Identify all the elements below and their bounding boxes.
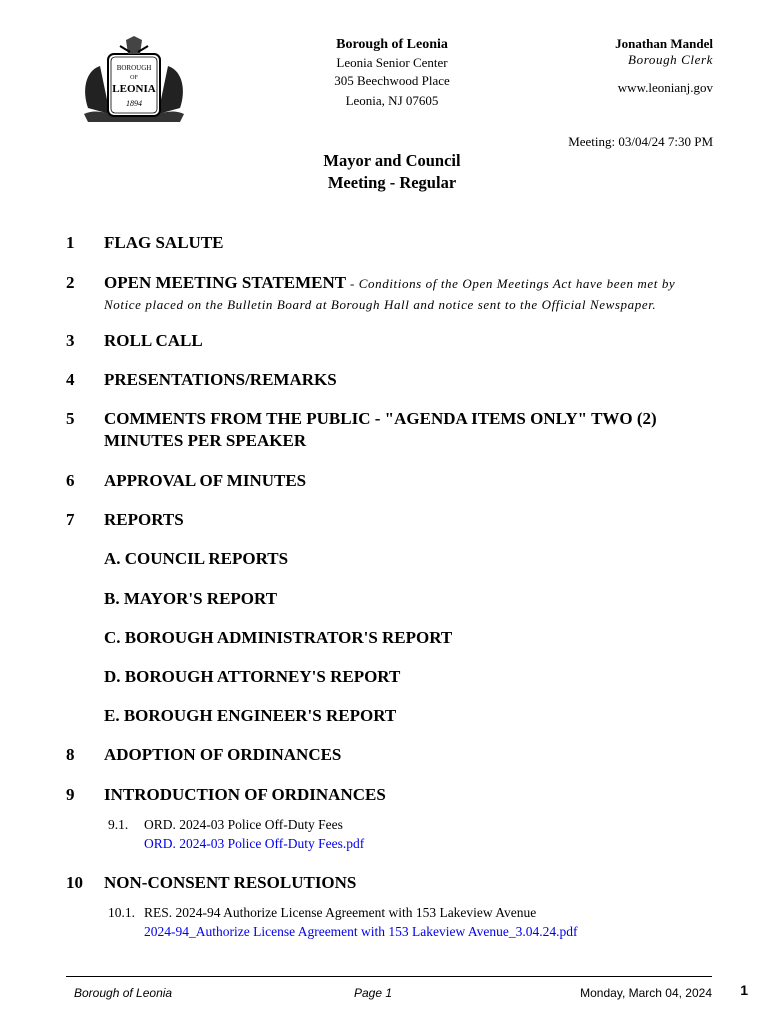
ordinance-pdf-link[interactable]: [144, 834, 364, 853]
item-number: 10: [66, 873, 83, 892]
item-description-cont: Notice placed on the Bulletin Board at Borough Hall and notice sent to the Official Newspaper.: [104, 297, 657, 312]
website-link[interactable]: www.leonianj.gov: [617, 80, 713, 95]
item-label-group: [104, 272, 675, 295]
item-number: 6: [66, 471, 75, 490]
clerk-title: Borough Clerk: [628, 52, 713, 67]
ordinance-title: ORD. 2024-03 Police Off-Duty Fees: [144, 817, 343, 832]
report-item: D. BOROUGH ATTORNEY'S REPORT: [104, 667, 401, 686]
report-item: E. BOROUGH ENGINEER'S REPORT: [104, 706, 397, 725]
item-description: - Conditions of the Open Meetings Act have been met by: [346, 276, 676, 291]
item-label: ROLL CALL: [104, 331, 203, 350]
header-clerk: [615, 36, 713, 96]
resolution-title: RES. 2024-94 Authorize License Agreement with 153 Lakeview Avenue: [144, 905, 537, 920]
svg-text:BOROUGH: BOROUGH: [116, 64, 152, 72]
resolution-pdf-link[interactable]: [144, 922, 578, 941]
svg-text:LEONIA: LEONIA: [112, 83, 156, 95]
borough-seal-logo: [80, 36, 188, 124]
item-label-cont: MINUTES PER SPEAKER: [104, 431, 307, 450]
item-number: 9: [66, 785, 75, 804]
title-line-1: Mayor and Council: [323, 151, 461, 170]
meeting-datetime: Meeting: 03/04/24 7:30 PM: [568, 134, 713, 149]
page-title: [290, 150, 494, 194]
resolution-number: 10.1.: [108, 905, 135, 920]
footer-page: Page 1: [354, 986, 393, 1000]
header-address: [300, 36, 484, 110]
venue: Leonia Senior Center: [336, 55, 448, 70]
ordinance-number: 9.1.: [108, 817, 129, 832]
street-address: 305 Beechwood Place: [334, 73, 450, 88]
title-line-2: Meeting - Regular: [327, 173, 457, 192]
item-label: OPEN MEETING STATEMENT: [104, 273, 347, 292]
item-label: REPORTS: [104, 510, 184, 529]
svg-text:OF: OF: [130, 75, 138, 81]
report-item: B. MAYOR'S REPORT: [104, 589, 278, 608]
item-number: 2: [66, 273, 75, 292]
item-label: ADOPTION OF ORDINANCES: [104, 745, 342, 764]
item-number: 4: [66, 370, 75, 389]
report-item: C. BOROUGH ADMINISTRATOR'S REPORT: [104, 628, 453, 647]
item-label: PRESENTATIONS/REMARKS: [104, 370, 337, 389]
clerk-name: Jonathan Mandel: [615, 36, 713, 51]
footer-date: Monday, March 04, 2024: [580, 986, 712, 1000]
item-label: NON-CONSENT RESOLUTIONS: [104, 873, 357, 892]
footer-org: Borough of Leonia: [74, 986, 173, 1000]
item-number: 3: [66, 331, 75, 350]
footer-divider: [66, 976, 712, 977]
item-number: 8: [66, 745, 75, 764]
item-number: 7: [66, 510, 75, 529]
item-number: 1: [66, 233, 75, 252]
link-text[interactable]: ORD. 2024-03 Police Off-Duty Fees.pdf: [144, 836, 365, 851]
org-name: Borough of Leonia: [336, 37, 448, 52]
item-label: COMMENTS FROM THE PUBLIC - "AGENDA ITEMS ONLY" TWO (2): [104, 409, 657, 428]
item-label: INTRODUCTION OF ORDINANCES: [104, 785, 386, 804]
link-text[interactable]: 2024-94_Authorize License Agreement with 153 Lakeview Avenue_3.04.24.pdf: [144, 924, 578, 939]
report-item: A. COUNCIL REPORTS: [104, 549, 289, 568]
page-number: 1: [740, 982, 748, 998]
item-number: 5: [66, 409, 75, 428]
city-address: Leonia, NJ 07605: [345, 93, 439, 108]
svg-text:1894: 1894: [126, 99, 142, 108]
item-label: APPROVAL OF MINUTES: [104, 471, 307, 490]
item-label: FLAG SALUTE: [104, 233, 224, 252]
